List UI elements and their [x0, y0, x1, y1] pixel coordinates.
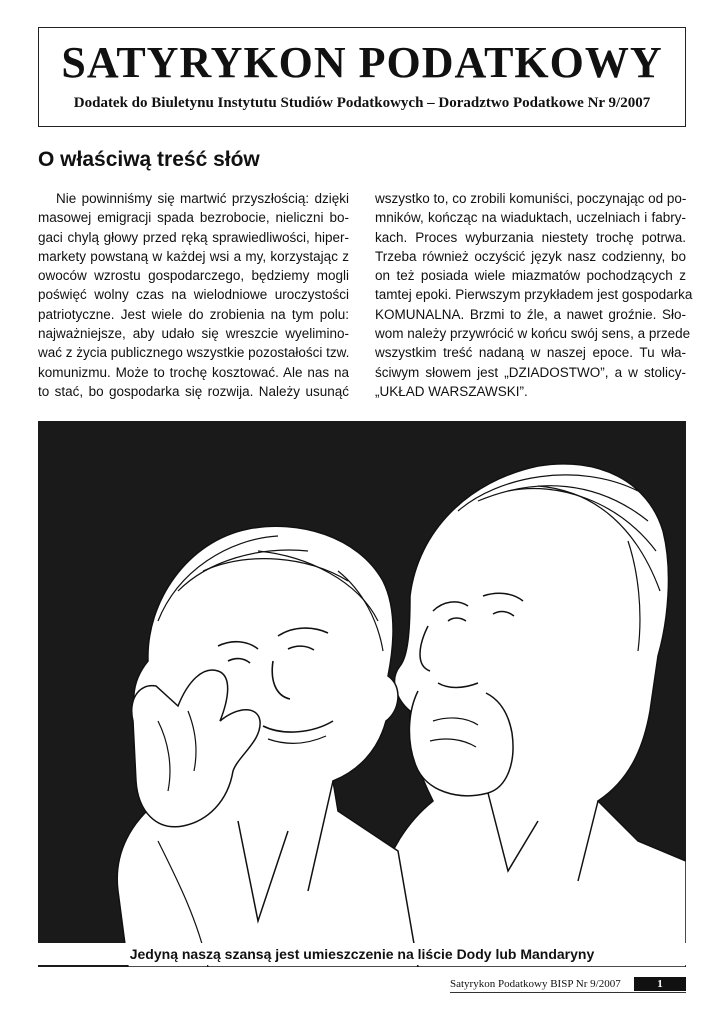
page-number: 1: [634, 977, 686, 991]
text-line: wszystko to, co zrobili komuniści, poczynając od po-: [375, 191, 687, 206]
illustration-caption: Jedyną naszą szansą jest umieszczenie na liście Dody lub Mandaryny: [38, 943, 686, 965]
text-line: komunizmu. Może to trochę kosztować. Ale nas na: [38, 364, 349, 380]
caricature-illustration: [38, 421, 686, 967]
text-line: najważniejsze, aby udało się wreszcie wyelimino-: [38, 326, 349, 342]
text-line: patriotyczne. Jest wiele do zrobienia na tym polu:: [38, 306, 349, 322]
text-line: „UKŁAD WARSZAWSKI”.: [375, 383, 528, 399]
text-line: poświęć wolny czas na wielodniowe uroczystości: [38, 287, 349, 303]
text-line: mników, kończąc na wiaduktach, uczelniach i fabry-: [375, 210, 686, 226]
text-line: KOMUNALNA. Brzmi to źle, a nawet groźnie. Sło-: [375, 306, 686, 322]
masthead: [38, 27, 686, 127]
text-line: kach. Proces wyburzania niestety trochę potrwa.: [375, 229, 686, 245]
text-line: to stać, bo gospodarka się rozwija. Należy usunąć: [38, 383, 349, 399]
text-line: on też posiada wiele miazmatów pochodzących z: [375, 268, 686, 284]
text-line: wać z życia publicznego wszystkie pozostałości tzw.: [38, 345, 350, 361]
article-headline: O właściwą treść słów: [38, 148, 260, 171]
text-line: markety powstaną w każdej wsi a my, korzystając z: [38, 248, 349, 264]
footer-divider: [450, 992, 686, 993]
text-line: Nie powinniśmy się martwić przyszłością: dzięki: [56, 191, 349, 206]
masthead-subtitle: Dodatek do Biuletynu Instytutu Studiów Podatkowych – Doradztwo Podatkowe Nr 9/2007: [73, 95, 651, 111]
masthead-title: SATYRYKON PODATKOWY: [61, 38, 663, 87]
article-column-left: [38, 189, 349, 401]
text-line: Trzeba również oczyścić język nasz codzienny, bo: [375, 248, 686, 264]
footer-publication: Satyrykon Podatkowy BISP Nr 9/2007: [450, 978, 621, 990]
text-line: tamtej epoki. Pierwszym przykładem jest gospodarka: [375, 287, 693, 303]
text-line: masowej emigracji spada bezrobocie, nieliczni bo-: [38, 210, 349, 226]
article-column-right: [375, 189, 693, 401]
caricature-two-men-icon: [38, 421, 686, 967]
text-line: wszystkim treść nadaną w naszej epoce. Tu wła-: [375, 345, 686, 361]
text-line: gaci chylą głowy przed ręką sprawiedliwości, hiper-: [38, 229, 349, 245]
text-line: ściwym słowem jest „DZIADOSTWO”, a w stolicy-: [375, 364, 686, 380]
text-line: wom należy przywrócić w końcu swój sens, a przede: [375, 326, 691, 342]
text-line: owoców wzrostu gospodarczego, będziemy mogli: [38, 268, 349, 284]
